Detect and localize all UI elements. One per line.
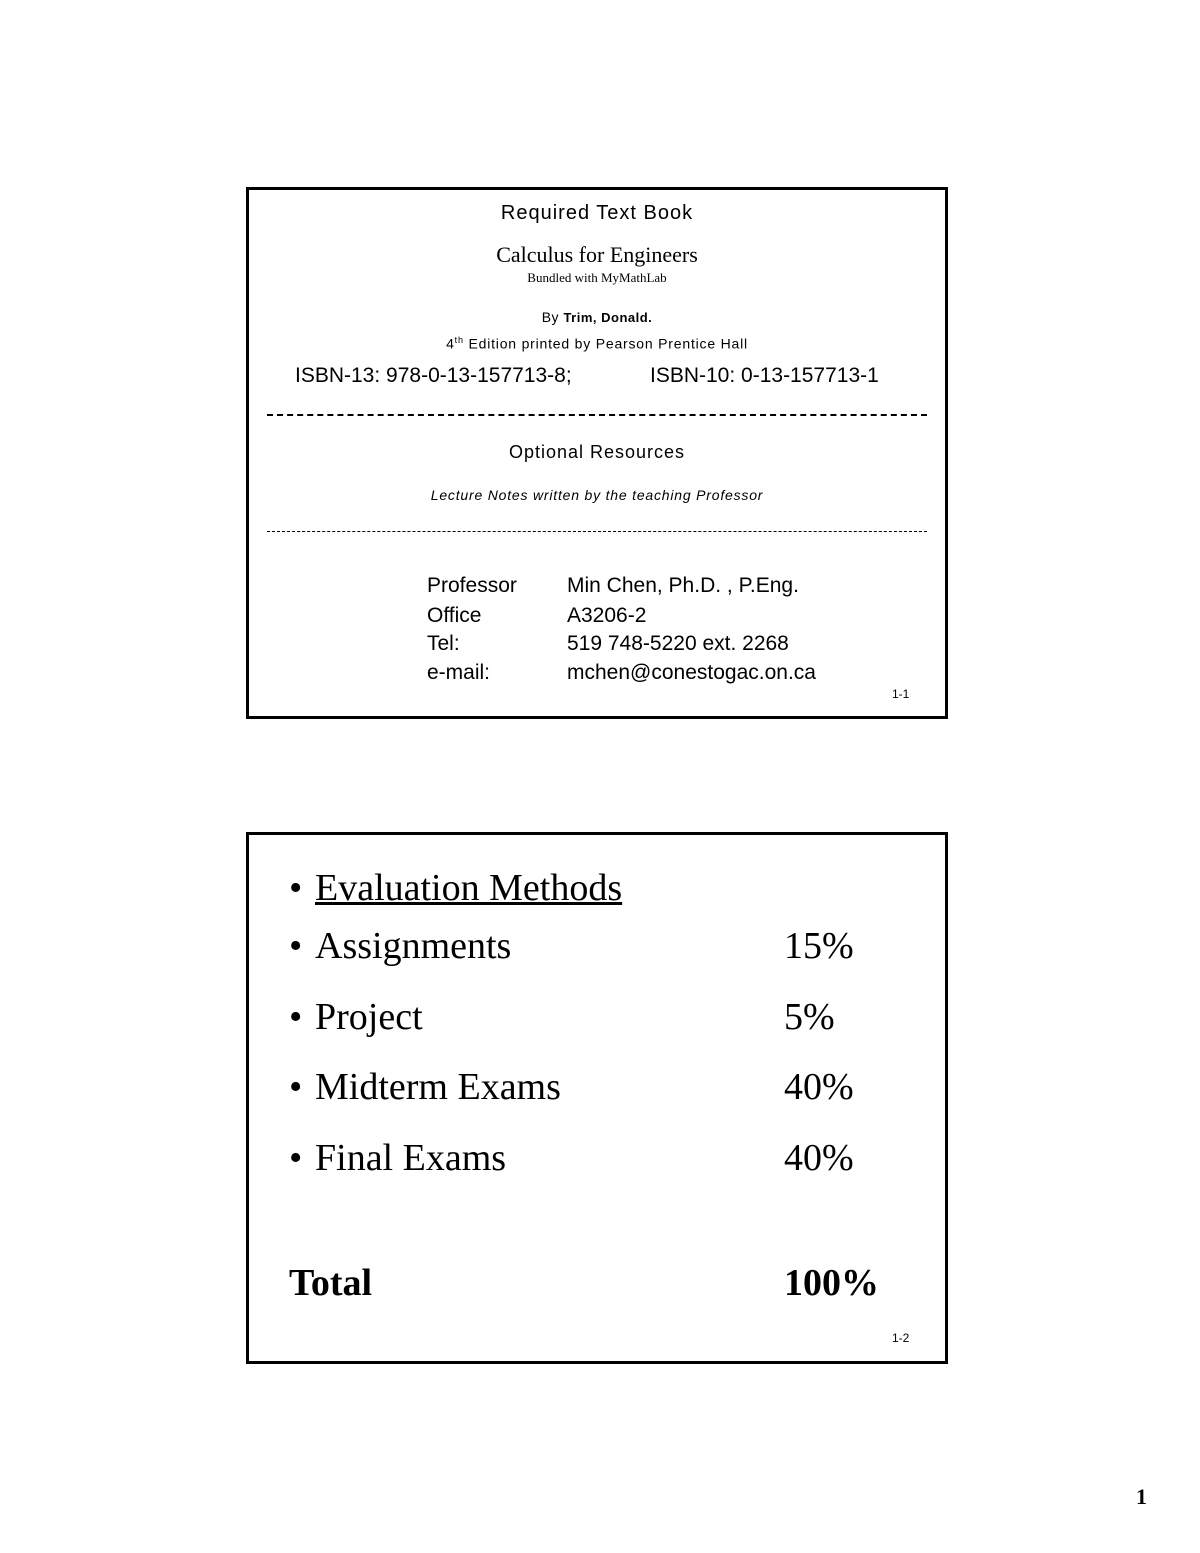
bullet-icon: • [289,867,303,909]
contact-label-office: Office [427,604,482,627]
slide-number: 1-1 [892,687,910,701]
evaluation-item-value: 15% [784,925,854,967]
edition-text: Edition printed by Pearson Prentice Hall [468,335,748,352]
evaluation-heading: Evaluation Methods [315,867,623,909]
evaluation-item-value: 40% [784,1137,854,1179]
divider-bottom [267,531,927,532]
bullet-icon: • [289,1137,303,1179]
optional-resources-text: Lecture Notes written by the teaching Professor [430,487,764,503]
contact-label-professor: Professor [427,574,517,597]
evaluation-item [289,1136,506,1180]
evaluation-item-label: Project [315,996,423,1038]
evaluation-item-label: Midterm Exams [315,1066,561,1108]
evaluation-item-value: 5% [784,996,835,1038]
slide-evaluation-methods [246,832,948,1364]
bullet-icon: • [289,925,303,967]
bullet-icon: • [289,1066,303,1108]
total-label: Total [289,1262,373,1304]
contact-value-email: mchen@conestogac.on.ca [567,661,816,684]
evaluation-item-label: Assignments [315,925,512,967]
evaluation-item [289,924,511,968]
page-number: 1 [1136,1484,1147,1509]
author-name: Trim, Donald. [563,310,653,325]
edition-number: 4 [446,335,455,352]
author-line [249,309,945,325]
contact-value-tel: 519 748-5220 ext. 2268 [567,632,789,655]
book-title: Calculus for Engineers [496,242,698,267]
contact-value-professor: Min Chen, Ph.D. , P.Eng. [567,574,799,597]
divider-top [267,414,927,416]
evaluation-item-value: 40% [784,1066,854,1108]
total-value: 100% [784,1262,879,1304]
slide-number: 1-2 [892,1331,910,1345]
contact-label-tel: Tel: [427,632,460,655]
by-label: By [541,309,560,325]
slide-textbook-info [246,187,948,719]
isbn-10: ISBN-10: 0-13-157713-1 [650,364,879,387]
evaluation-item-label: Final Exams [315,1137,507,1179]
isbn-13: ISBN-13: 978-0-13-157713-8; [295,364,572,387]
edition-line [249,335,945,352]
bundle-note: Bundled with MyMathLab [527,270,667,285]
optional-resources-heading: Optional Resources [508,442,686,462]
contact-value-office: A3206-2 [567,604,647,627]
evaluation-heading-row [289,866,622,910]
required-text-book-heading: Required Text Book [500,202,694,224]
bullet-icon: • [289,996,303,1038]
evaluation-item [289,995,423,1039]
contact-label-email: e-mail: [427,661,491,684]
evaluation-item [289,1065,561,1109]
edition-superscript: th [454,335,464,345]
